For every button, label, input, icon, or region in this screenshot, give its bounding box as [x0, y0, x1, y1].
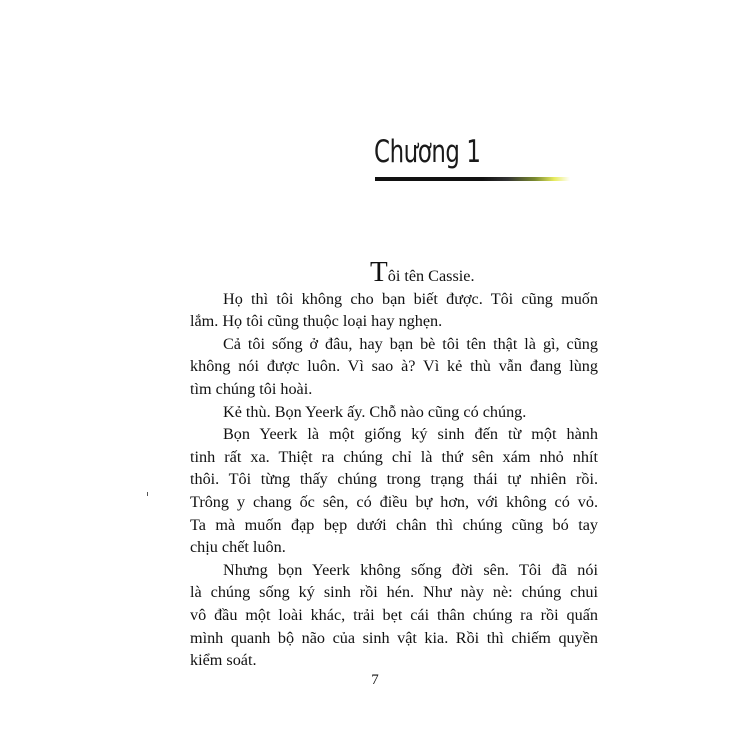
text-line: Cả tôi sống ở đâu, hay bạn bè tôi tên thật là gì, cũng [223, 334, 598, 353]
text-line: thôi. Tôi từng thấy chúng trong trạng thái tự nhiên rồi. [190, 470, 598, 489]
text-line: vô đầu một loài khác, trải bẹt cái thân chúng ra rồi quấn [190, 605, 598, 624]
page-number: 7 [371, 672, 379, 688]
text-line: tinh rất xa. Thiệt ra chúng chỉ là thứ sên xám nhỏ nhít [190, 447, 598, 466]
text-line: Trông y chang ốc sên, có điều bự hơn, với không có vỏ. [190, 492, 598, 511]
paragraphs [190, 288, 598, 672]
chapter-body [190, 256, 598, 672]
scan-speck [147, 492, 148, 496]
text-line: Họ thì tôi không cho bạn biết được. Tôi cũng muốn [223, 289, 598, 308]
opening-line [190, 256, 598, 288]
text-line: là chúng sống ký sinh rồi hén. Như này nè: chúng chui [190, 583, 598, 602]
drop-cap: T [370, 256, 388, 288]
text-line: Nhưng bọn Yeerk không sống đời sên. Tôi đã nói [223, 560, 598, 579]
paragraph [190, 423, 598, 559]
chapter-title-underline [375, 177, 570, 181]
text-line: chịu chết luôn. [190, 538, 286, 557]
opening-text: ôi tên Cassie. [387, 267, 475, 285]
paragraph [190, 288, 598, 333]
text-line: tìm chúng tôi hoài. [190, 379, 313, 398]
paragraph [190, 333, 598, 401]
paragraph [190, 559, 598, 672]
text-line: Bọn Yeerk là một giống ký sinh đến từ một hành [223, 425, 598, 444]
chapter-title: Chương 1 [374, 134, 481, 170]
text-line: Kẻ thù. Bọn Yeerk ấy. Chỗ nào cũng có chúng. [223, 402, 527, 421]
text-line: không nói được luôn. Vì sao à? Vì kẻ thù vẫn đang lùng [190, 357, 598, 376]
text-line: kiểm soát. [190, 651, 257, 670]
paragraph [190, 401, 598, 424]
text-line: lắm. Họ tôi cũng thuộc loại hay nghẹn. [190, 312, 443, 331]
text-line: mình quanh bộ não của sinh vật kia. Rồi thì chiếm quyền [190, 628, 598, 647]
text-line: Ta mà muốn đạp bẹp dưới chân thì chúng cũng bó tay [190, 515, 598, 534]
